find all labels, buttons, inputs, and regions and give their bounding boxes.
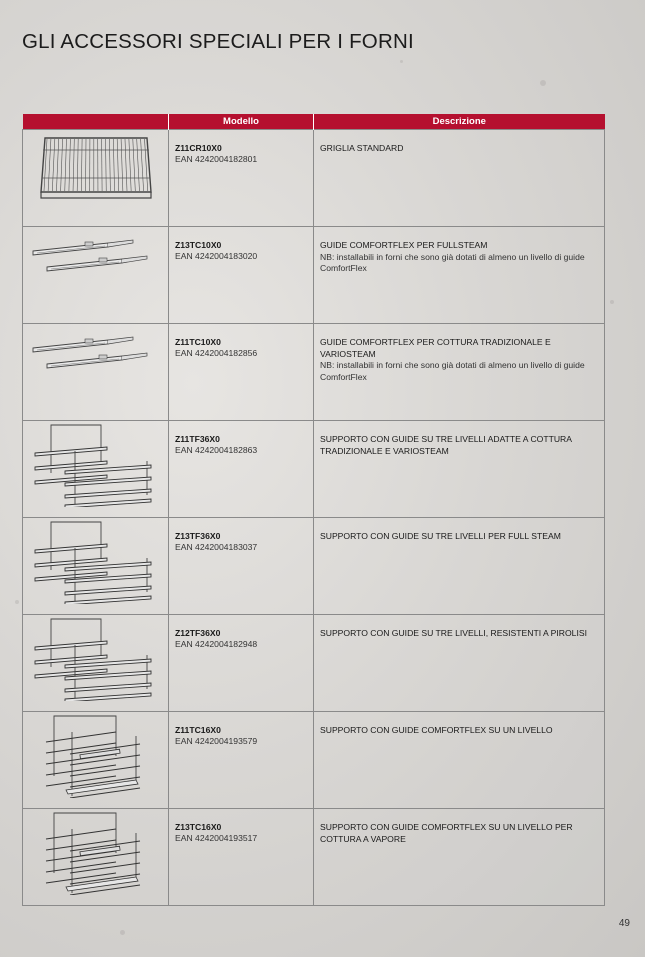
table-row xyxy=(23,712,605,809)
header-model: Modello xyxy=(169,114,314,130)
table-row xyxy=(23,227,605,324)
description-cell xyxy=(314,712,605,809)
model-code: Z11TC10X0 xyxy=(175,337,221,347)
model-cell xyxy=(169,809,314,906)
model-cell xyxy=(169,518,314,615)
product-image-cell xyxy=(23,712,169,809)
three-level-rack-icon xyxy=(23,421,168,507)
ean-code: EAN 4242004182863 xyxy=(175,445,258,455)
three-level-rack-icon xyxy=(23,615,168,701)
ean-code: EAN 4242004183020 xyxy=(175,251,258,261)
single-level-rack-icon xyxy=(23,809,168,895)
header-image xyxy=(23,114,169,130)
wire-grill-icon xyxy=(23,130,168,202)
ean-code: EAN 4242004182948 xyxy=(175,639,258,649)
product-image-cell xyxy=(23,518,169,615)
table-row xyxy=(23,421,605,518)
table-row xyxy=(23,518,605,615)
product-image-cell xyxy=(23,615,169,712)
product-image-cell xyxy=(23,324,169,421)
single-level-rack-icon xyxy=(23,712,168,798)
description-cell xyxy=(314,615,605,712)
table-header-row xyxy=(23,114,605,130)
table-row xyxy=(23,324,605,421)
model-code: Z13TC10X0 xyxy=(175,240,222,250)
product-image-cell xyxy=(23,130,169,227)
product-image-cell xyxy=(23,227,169,324)
description-note: NB: installabili in forni che sono già dotati di almeno un livello di guide ComfortFlex xyxy=(320,360,585,382)
table-row xyxy=(23,130,605,227)
description-text: SUPPORTO CON GUIDE COMFORTFLEX SU UN LIVELLO xyxy=(320,725,553,735)
description-text: SUPPORTO CON GUIDE COMFORTFLEX SU UN LIVELLO PER COTTURA A VAPORE xyxy=(320,822,573,844)
description-text: SUPPORTO CON GUIDE SU TRE LIVELLI ADATTE A COTTURA TRADIZIONALE E VARIOSTEAM xyxy=(320,434,572,456)
description-text: GUIDE COMFORTFLEX PER FULLSTEAM xyxy=(320,240,488,250)
model-code: Z13TC16X0 xyxy=(175,822,222,832)
ean-code: EAN 4242004182856 xyxy=(175,348,258,358)
model-cell xyxy=(169,712,314,809)
model-code: Z12TF36X0 xyxy=(175,628,221,638)
page-number: 49 xyxy=(618,918,630,929)
ean-code: EAN 4242004182801 xyxy=(175,154,258,164)
model-cell xyxy=(169,130,314,227)
model-code: Z11TF36X0 xyxy=(175,434,220,444)
description-note: NB: installabili in forni che sono già dotati di almeno un livello di guide ComfortFlex xyxy=(320,251,585,273)
three-level-rack-icon xyxy=(23,518,168,604)
model-code: Z13TF36X0 xyxy=(175,531,221,541)
table-row xyxy=(23,809,605,906)
description-text: SUPPORTO CON GUIDE SU TRE LIVELLI, RESISTENTI A PIROLISI xyxy=(320,628,587,638)
ean-code: EAN 4242004193517 xyxy=(175,833,258,843)
description-cell xyxy=(314,130,605,227)
header-description: Descrizione xyxy=(314,114,605,130)
model-cell xyxy=(169,324,314,421)
model-code: Z11CR10X0 xyxy=(175,143,222,153)
ean-code: EAN 4242004183037 xyxy=(175,542,258,552)
model-cell xyxy=(169,421,314,518)
table-row xyxy=(23,615,605,712)
description-cell xyxy=(314,518,605,615)
model-cell xyxy=(169,615,314,712)
description-cell xyxy=(314,421,605,518)
ean-code: EAN 4242004193579 xyxy=(175,736,258,746)
model-code: Z11TC16X0 xyxy=(175,725,221,735)
page-title: GLI ACCESSORI SPECIALI PER I FORNI xyxy=(22,30,414,53)
product-image-cell xyxy=(23,421,169,518)
description-text: GUIDE COMFORTFLEX PER COTTURA TRADIZIONALE E VARIOSTEAM xyxy=(320,337,551,359)
accessories-table xyxy=(22,114,605,906)
description-text: SUPPORTO CON GUIDE SU TRE LIVELLI PER FULL STEAM xyxy=(320,531,561,541)
description-cell xyxy=(314,324,605,421)
description-cell xyxy=(314,227,605,324)
model-cell xyxy=(169,227,314,324)
description-cell xyxy=(314,809,605,906)
description-text: GRIGLIA STANDARD xyxy=(320,143,404,153)
telescopic-rails-icon xyxy=(23,227,168,277)
product-image-cell xyxy=(23,809,169,906)
telescopic-rails-icon xyxy=(23,324,168,374)
